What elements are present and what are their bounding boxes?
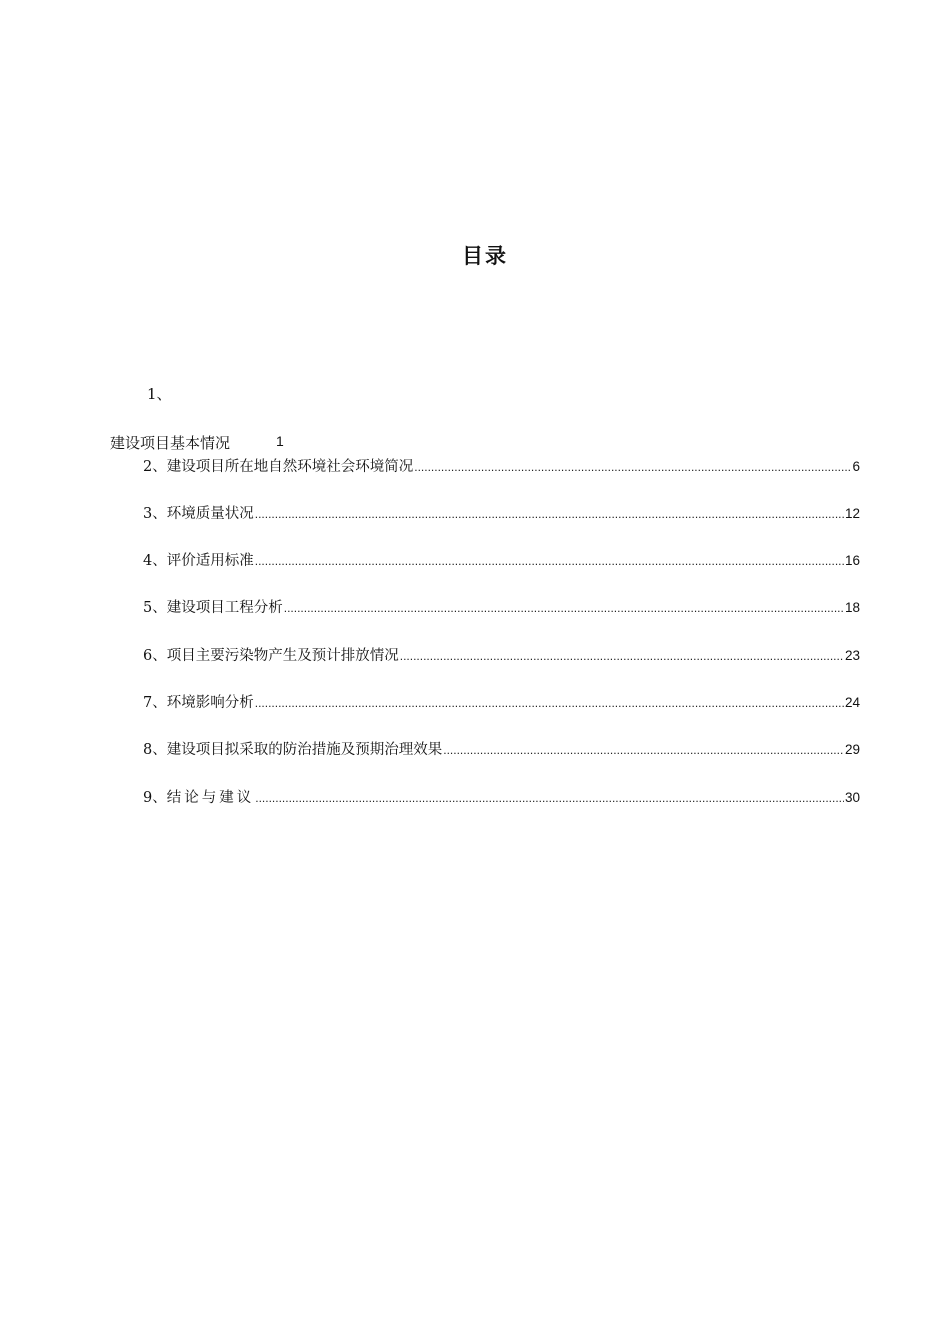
toc-entry-title: 结论与建议	[166, 790, 255, 806]
toc-entry-9[interactable]	[143, 786, 860, 806]
toc-entry-page: 24	[844, 695, 860, 710]
toc-title: 目录	[462, 244, 508, 268]
toc-entry-title: 建设项目拟采取的防治措施及预期治理效果	[166, 742, 443, 758]
toc-entry-number: 8、	[143, 742, 167, 758]
toc-entry-page: 30	[844, 790, 860, 805]
toc-entry-title: 环境影响分析	[166, 695, 254, 711]
toc-entry-number: 9、	[143, 790, 167, 806]
dot-leader	[255, 554, 844, 568]
toc-entry-title: 建设项目工程分析	[166, 600, 283, 616]
toc-entry-number: 3、	[143, 506, 167, 522]
toc-entry-number: 5、	[143, 600, 167, 616]
toc-entry-number: 4、	[143, 553, 167, 569]
dot-leader	[414, 460, 851, 474]
dot-leader	[400, 649, 844, 663]
toc-entry-page: 6	[852, 459, 860, 474]
toc-entry-2[interactable]	[143, 455, 860, 475]
toc-entry-number: 7、	[143, 695, 167, 711]
toc-entry-page: 23	[844, 648, 860, 663]
toc-entry-6[interactable]	[143, 644, 860, 664]
toc-entry-title: 环境质量状况	[166, 506, 254, 522]
toc-entry-title: 建设项目所在地自然环境社会环境简况	[166, 459, 414, 475]
toc-entry-8[interactable]	[143, 738, 860, 758]
dot-leader	[443, 743, 844, 757]
toc-entry-number: 6、	[143, 648, 167, 664]
dot-leader	[255, 696, 844, 710]
toc-entry-4[interactable]	[143, 549, 860, 569]
toc-entry-page: 12	[844, 506, 860, 521]
toc-entry-title: 项目主要污染物产生及预计排放情况	[166, 648, 399, 664]
toc-entry-3[interactable]	[143, 502, 860, 522]
toc-entry-page: 29	[844, 742, 860, 757]
toc-entry-1-number: 1、	[147, 385, 172, 403]
toc-entry-title: 评价适用标准	[166, 553, 254, 569]
toc-entry-page: 16	[844, 553, 860, 568]
toc-entry-7[interactable]	[143, 691, 860, 711]
toc-entry-1-title[interactable]: 建设项目基本情况	[110, 434, 231, 452]
dot-leader	[255, 791, 844, 805]
toc-entry-5[interactable]	[143, 596, 860, 616]
dot-leader	[255, 507, 844, 521]
toc-entry-number: 2、	[143, 459, 167, 475]
dot-leader	[284, 601, 844, 615]
toc-entry-page: 18	[844, 600, 860, 615]
toc-entry-1-page: 1	[276, 433, 284, 449]
